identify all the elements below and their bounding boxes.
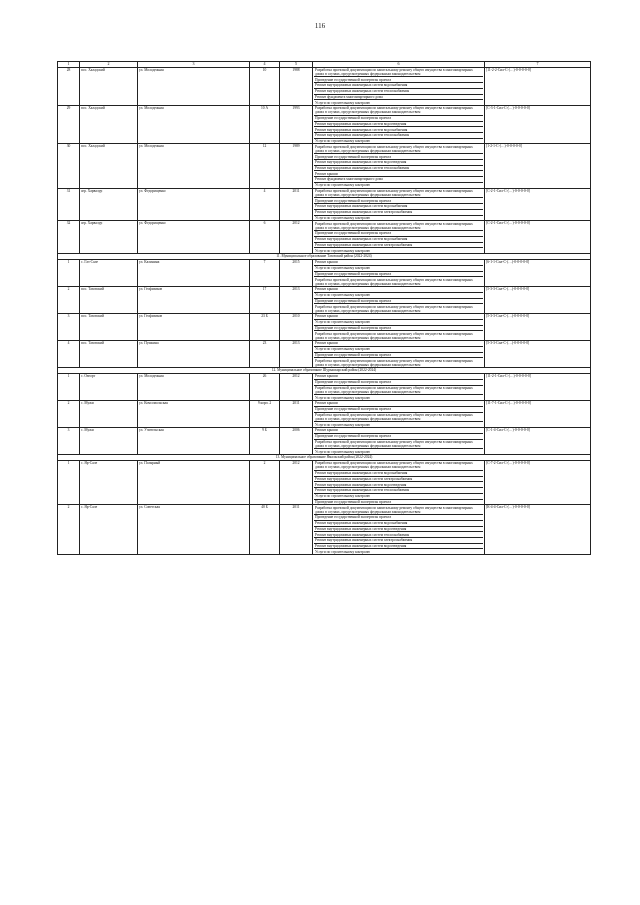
table-row	[58, 428, 591, 455]
work-item: Услуги по строительному контролю	[315, 395, 371, 400]
code-cell: [11-2-2-Сил-С-(…)-0-0-0-0-0]	[485, 67, 591, 105]
work-item: Услуги по строительному контролю	[315, 248, 371, 253]
work-item: Ремонт внутридомовых инженерных систем электроснабжения	[314, 477, 483, 483]
works-cell	[313, 106, 485, 144]
work-item: Ремонт фундамента многоквартирного дома	[314, 95, 483, 101]
header-cell: 3	[138, 62, 250, 68]
work-item: Разработка проектной документации по капитальному ремонту общего имущества в многоквартирных домах в случаях, предусмотренных федеральным законодательством	[314, 189, 483, 199]
works-cell	[313, 314, 485, 341]
work-item: Услуги по строительному контролю	[315, 183, 371, 188]
street-cell: ул. Геофизиков	[138, 287, 250, 314]
works-cell	[313, 188, 485, 221]
settlement-cell: агр. Харвалур	[80, 221, 138, 254]
work-item: Ремонт крыши	[314, 314, 483, 320]
work-item: Ремонт внутридомовых инженерных систем водоотведения	[314, 160, 483, 166]
row-number: 2	[58, 401, 80, 428]
header-cell: 6	[313, 62, 485, 68]
table-row	[58, 67, 591, 105]
table-row	[58, 401, 591, 428]
table-row	[58, 188, 591, 221]
header-cell: 1	[58, 62, 80, 68]
work-item: Услуги по строительному контролю	[315, 549, 371, 554]
code-cell: [С-2-1-Сил-С-(…)-0-0-0-0-0]	[485, 221, 591, 254]
code-cell: [С-2-1-Сил-С-(…)-0-0-0-0-0]	[485, 188, 591, 221]
row-number: 1	[58, 374, 80, 401]
settlement-cell: пос. Халадский	[80, 67, 138, 105]
settlement-cell: пос. Тазовский	[80, 287, 138, 314]
street-cell: ул. Молодежная	[138, 67, 250, 105]
work-item: Разработка проектной документации по капитальному ремонту общего имущества в многоквартирных домах в случаях, предусмотренных федеральным законодательством	[314, 386, 483, 396]
settlement-cell: с. Мужи	[80, 401, 138, 428]
table-row	[58, 341, 591, 368]
work-item: Ремонт крыши	[314, 401, 483, 407]
street-cell: ул. Федорищенко	[138, 221, 250, 254]
work-item: Разработка проектной документации по капитальному ремонту общего имущества в многоквартирных домах в случаях, предусмотренных федеральным законодательством	[314, 461, 483, 471]
row-number: 4	[58, 341, 80, 368]
code-cell: [5-3-3-Сил-С-(…)-0-0-0-0-0]	[485, 341, 591, 368]
row-number: 31	[58, 188, 80, 221]
work-item: Услуги по строительному контролю	[314, 320, 483, 326]
row-number: 3	[58, 428, 80, 455]
settlement-cell: с. Яр-Сале	[80, 505, 138, 555]
street-cell: ул. Федорищенко	[138, 188, 250, 221]
section-title: 12. Муниципальное образование Шурышкарский район (2022-2024)	[58, 368, 591, 374]
work-item: Ремонт внутридомовых инженерных систем водоотведения	[314, 544, 483, 550]
work-item: Ремонт крыши	[314, 260, 483, 266]
code-cell: [С-7-2-Сил-С-(…)-0-0-0-0-0]	[485, 461, 591, 505]
row-number: 2	[58, 287, 80, 314]
table-row	[58, 221, 591, 254]
code-cell: [6-1-1-Сил-С-(…)-0-0-0-0-0]	[485, 260, 591, 287]
work-item: Проведение государственной экспертизы проекта	[314, 380, 483, 386]
work-item: Услуги по строительному контролю	[314, 293, 483, 299]
work-item: Проведение государственной экспертизы проекта	[314, 231, 483, 237]
street-cell: ул. Советская	[138, 505, 250, 555]
work-item: Ремонт внутридомовых инженерных систем водоснабжения	[314, 83, 483, 89]
house-number-cell: 10	[250, 67, 280, 105]
work-item: Разработка проектной документации по капитальному ремонту общего имущества в многоквартирных домах в случаях, предусмотренных федеральным законодательством	[315, 304, 473, 313]
works-cell	[313, 374, 485, 401]
works-cell	[313, 401, 485, 428]
work-item: Ремонт внутридомовых инженерных систем электроснабжения	[314, 538, 483, 544]
row-number: 29	[58, 106, 80, 144]
work-item: Ремонт внутридомовых инженерных систем водоснабжения	[314, 471, 483, 477]
work-item: Проведение государственной экспертизы проекта	[314, 434, 483, 440]
work-item: Услуги по строительному контролю	[315, 100, 371, 105]
row-number: 2	[58, 505, 80, 555]
street-cell: ул. Учительская	[138, 428, 250, 455]
work-item: Ремонт внутридомовых инженерных систем теплоснабжения	[314, 488, 483, 494]
work-item: Ремонт крыши	[314, 374, 483, 380]
work-item: Разработка проектной документации по капитальному ремонту общего имущества в многоквартирных домах в случаях, предусмотренных федеральным законодательством	[314, 413, 483, 423]
house-number-cell: 10 А	[250, 106, 280, 144]
work-item: Проведение государственной экспертизы проекта	[314, 353, 483, 359]
works-cell	[313, 287, 485, 314]
work-item: Ремонт внутридомовых инженерных систем электроснабжения	[314, 210, 483, 216]
table-row	[58, 314, 591, 341]
code-cell: [11-2-1-Сил-С-(…)-0-0-0-0-0]	[485, 374, 591, 401]
year-cell: 1989	[280, 144, 313, 188]
work-item: Разработка проектной документации по капитальному ремонту общего имущества в многоквартирных домах в случаях, предусмотренных федеральным законодательством	[314, 144, 483, 154]
work-item: Ремонт внутридомовых инженерных систем водоснабжения	[314, 521, 483, 527]
table-row	[58, 461, 591, 505]
page-number: 116	[314, 22, 326, 30]
works-cell	[313, 461, 485, 505]
settlement-cell: пос. Халадский	[80, 106, 138, 144]
row-number: 32	[58, 221, 80, 254]
work-item: Разработка проектной документации по капитальному ремонту общего имущества в многоквартирных домах в случаях, предусмотренных федеральным законодательством	[314, 68, 483, 78]
table-row	[58, 374, 591, 401]
header-cell: 2	[80, 62, 138, 68]
work-item: Ремонт внутридомовых инженерных систем теплоснабжения	[314, 532, 483, 538]
house-number-cell: 23 Б	[250, 314, 280, 341]
section-title: 13. Муниципальное образование Ямальский район (2022-2024)	[58, 455, 591, 461]
work-item: Услуги по строительному контролю	[314, 347, 483, 353]
house-number-cell: 9 Б	[250, 428, 280, 455]
work-item: Проведение государственной экспертизы проекта	[314, 198, 483, 204]
work-item: Услуги по строительному контролю	[314, 266, 483, 272]
street-cell: ул. Калинина	[138, 260, 250, 287]
code-cell: [С-3-1-Сил-С-(…)-0-0-0-0-0]	[485, 106, 591, 144]
year-cell: 2013	[280, 341, 313, 368]
work-item: Ремонт внутридомовых инженерных систем водоснабжения	[314, 204, 483, 210]
settlement-cell: пос. Тазовский	[80, 341, 138, 368]
work-item: Ремонт внутридомовых инженерных систем теплоснабжения	[314, 133, 483, 139]
capital-repair-table	[57, 61, 591, 555]
code-cell: [11-7-1-Сил-С-(…)-0-0-0-0-0]	[485, 401, 591, 428]
work-item: Проведение государственной экспертизы проекта	[314, 272, 483, 278]
work-item: Разработка проектной документации по капитальному ремонту общего имущества в многоквартирных домах в случаях, предусмотренных федеральным законодательством	[314, 440, 483, 450]
work-item: Проведение государственной экспертизы проекта	[314, 326, 483, 332]
settlement-cell: пос. Тазовский	[80, 314, 138, 341]
work-item: Ремонт крыши	[314, 287, 483, 293]
year-cell: 1988	[280, 67, 313, 105]
settlement-cell: с. Овгорт	[80, 374, 138, 401]
table-row	[58, 505, 591, 555]
table-row	[58, 287, 591, 314]
work-item: Ремонт внутридомовых инженерных систем электроснабжения	[314, 243, 483, 249]
year-cell: 2012	[280, 221, 313, 254]
code-cell: [5-3-3-Сил-С-(…)-0-0-0-0-0]	[485, 287, 591, 314]
year-cell: 2010	[280, 314, 313, 341]
work-item: Ремонт внутридомовых инженерных систем водоотведения	[314, 482, 483, 488]
house-number-cell: 6	[250, 221, 280, 254]
house-number-cell: 26	[250, 374, 280, 401]
work-item: Разработка проектной документации по капитальному ремонту общего имущества в многоквартирных домах в случаях, предусмотренных федеральным законодательством	[315, 358, 473, 367]
work-item: Проведение государственной экспертизы проекта	[314, 407, 483, 413]
works-cell	[313, 144, 485, 188]
year-cell: 1993	[280, 106, 313, 144]
works-cell	[313, 428, 485, 455]
year-cell: 2006	[280, 428, 313, 455]
work-item: Разработка проектной документации по капитальному ремонту общего имущества в многоквартирных домах в случаях, предусмотренных федеральным законодательством	[314, 505, 483, 515]
settlement-cell: с. Мужи	[80, 428, 138, 455]
street-cell: ул. Молодежная	[138, 106, 250, 144]
work-item: Проведение государственной экспертизы проекта	[314, 154, 483, 160]
code-cell: [К-4-4-Сил-С-(…)-0-0-0-0-0]	[485, 505, 591, 555]
code-cell: [С-1-4-Сил-С-(…)-0-0-0-0-0]	[485, 428, 591, 455]
row-number: 3	[58, 314, 80, 341]
work-item: Разработка проектной документации по капитальному ремонту общего имущества в многоквартирных домах в случаях, предусмотренных федеральным законодательством	[314, 106, 483, 116]
work-item: Проведение государственной экспертизы проекта	[314, 77, 483, 83]
settlement-cell: с. Яр-Сале	[80, 461, 138, 505]
row-number: 28	[58, 67, 80, 105]
house-number-cell: 12	[250, 144, 280, 188]
work-item: Ремонт внутридомовых инженерных систем водоснабжения	[314, 237, 483, 243]
house-number-cell: 9 корп. 2	[250, 401, 280, 428]
street-cell: ул. Молодежная	[138, 374, 250, 401]
table-row	[58, 106, 591, 144]
work-item: Услуги по строительному контролю	[315, 215, 371, 220]
work-item: Разработка проектной документации по капитальному ремонту общего имущества в многоквартирных домах в случаях, предусмотренных федеральным законодательством	[315, 277, 473, 286]
street-cell: ул. Комсомольская	[138, 401, 250, 428]
header-cell: 7	[485, 62, 591, 68]
year-cell: 2012	[280, 374, 313, 401]
works-cell	[313, 341, 485, 368]
year-cell: 2012	[280, 461, 313, 505]
work-item: Разработка проектной документации по капитальному ремонту общего имущества в многоквартирных домах в случаях, предусмотренных федеральным законодательством	[315, 331, 473, 340]
house-number-cell: 17	[250, 287, 280, 314]
settlement-cell: пос. Халадский	[80, 144, 138, 188]
work-item: Услуги по строительному контролю	[315, 422, 371, 427]
work-item: Ремонт фундамента многоквартирного дома	[314, 177, 483, 183]
work-item: Ремонт внутридомовых инженерных систем водоотведения	[314, 122, 483, 128]
settlement-cell: агр. Харвалур	[80, 188, 138, 221]
work-item: Проведение государственной экспертизы проекта	[314, 299, 483, 305]
work-item: Ремонт внутридомовых инженерных систем теплоснабжения	[314, 89, 483, 95]
house-number-cell: 4	[250, 188, 280, 221]
work-item: Ремонт внутридомовых инженерных систем теплоснабжения	[314, 166, 483, 172]
year-cell: 2015	[280, 260, 313, 287]
work-item: Ремонт внутридомовых инженерных систем водоснабжения	[314, 127, 483, 133]
work-item: Разработка проектной документации по капитальному ремонту общего имущества в многоквартирных домах в случаях, предусмотренных федеральным законодательством	[314, 221, 483, 231]
work-item: Ремонт внутридомовых инженерных систем водоотведения	[314, 527, 483, 533]
year-cell: 2011	[280, 401, 313, 428]
code-cell: [1-2-1-С-(…)-0-0-0-0-0]	[485, 144, 591, 188]
street-cell: ул. Молодежная	[138, 144, 250, 188]
works-cell	[313, 260, 485, 287]
work-item: Ремонт крыши	[314, 428, 483, 434]
house-number-cell: 7	[250, 260, 280, 287]
house-number-cell: 2	[250, 461, 280, 505]
work-item: Ремонт крыши	[314, 171, 483, 177]
year-cell: 2013	[280, 287, 313, 314]
table-row	[58, 260, 591, 287]
house-number-cell: 40 Б	[250, 505, 280, 555]
work-item: Проведение государственной экспертизы проекта	[314, 116, 483, 122]
work-item: Услуги по строительному контролю	[315, 449, 371, 454]
row-number: 1	[58, 260, 80, 287]
row-number: 1	[58, 461, 80, 505]
work-item: Проведение государственной экспертизы проекта	[315, 499, 392, 504]
year-cell: 2011	[280, 505, 313, 555]
street-cell: ул. Полярный	[138, 461, 250, 505]
works-cell	[313, 221, 485, 254]
row-number: 30	[58, 144, 80, 188]
header-cell: 4	[250, 62, 280, 68]
section-title: 11. Муниципальное образование Тазовский район (2022-2024)	[58, 254, 591, 260]
work-item: Услуги по строительному контролю	[314, 494, 483, 500]
settlement-cell: с. Газ-Сале	[80, 260, 138, 287]
street-cell: ул. Геофизиков	[138, 314, 250, 341]
street-cell: ул. Пушкина	[138, 341, 250, 368]
year-cell: 2011	[280, 188, 313, 221]
works-cell	[313, 505, 485, 555]
header-cell: 5	[280, 62, 313, 68]
table-row	[58, 144, 591, 188]
works-cell	[313, 67, 485, 105]
work-item: Проведение государственной экспертизы проекта	[314, 515, 483, 521]
work-item: Услуги по строительному контролю	[315, 139, 371, 144]
code-cell: [5-3-3-Сил-С-(…)-0-0-0-0-0]	[485, 314, 591, 341]
house-number-cell: 23	[250, 341, 280, 368]
work-item: Ремонт крыши	[314, 341, 483, 347]
